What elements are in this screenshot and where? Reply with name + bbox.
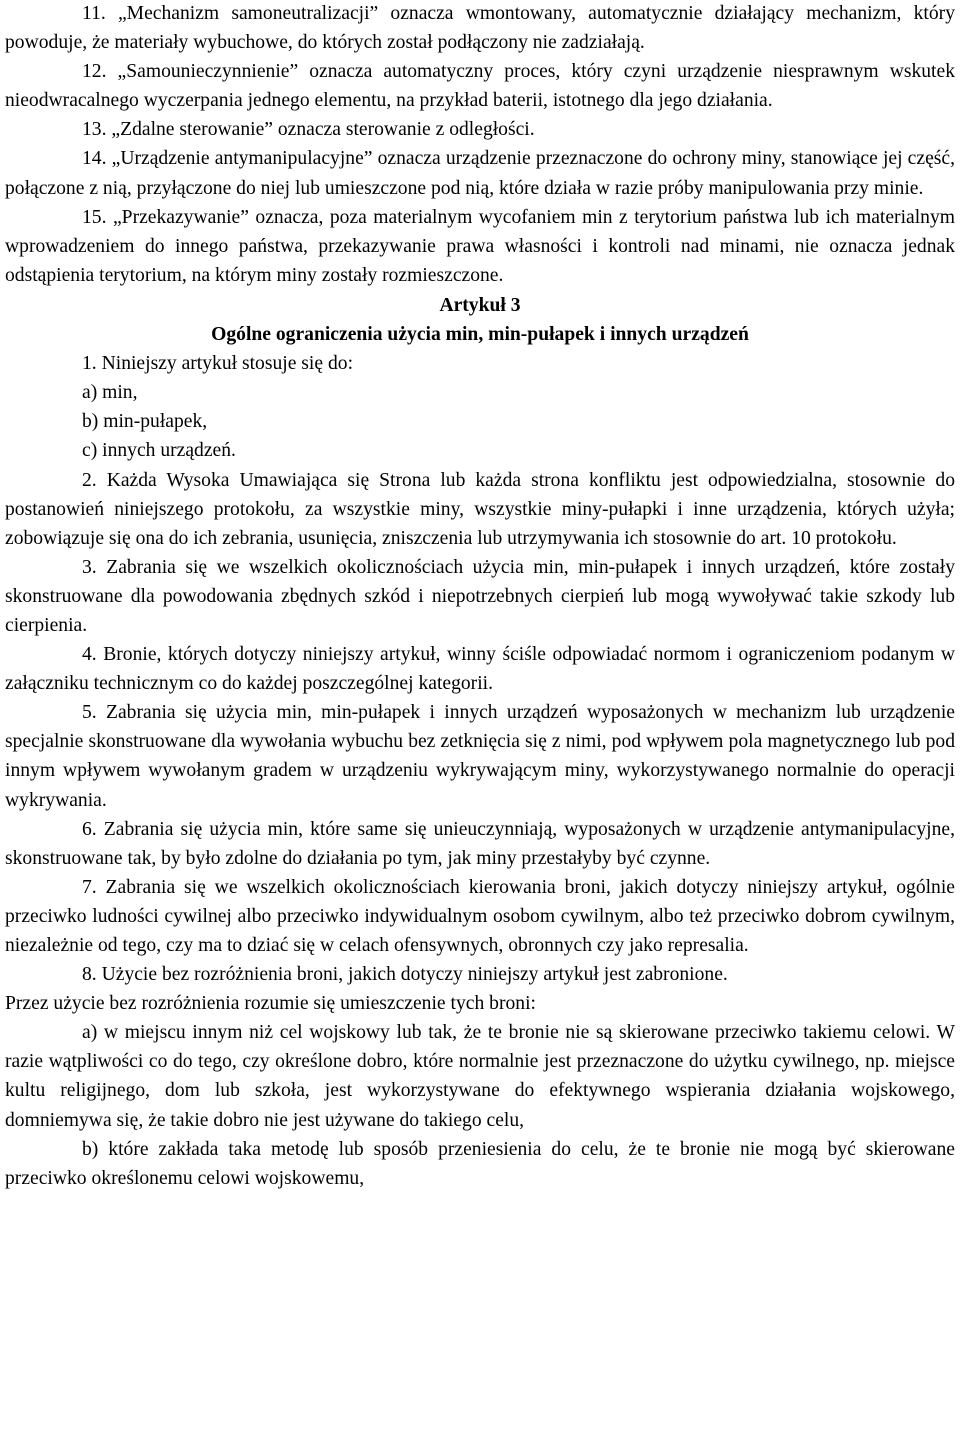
definition-number: 15. bbox=[82, 206, 107, 228]
list-item: c) innych urządzeń. bbox=[82, 440, 236, 462]
definition-12 bbox=[5, 57, 955, 115]
article-paragraph-2: 2. Każda Wysoka Umawiająca się Strona lub każda strona konfliktu jest odpowiedzialna, stosownie do postanowień niniejszego protokołu, za wszystkie miny, wszystkie miny-pułapki i inne urządzenia, których użyła; zobowiązuje się ona do ich zebrania, usunięcia, zniszczenia lub utrzymywania ich stosownie do art. 10 protokołu. bbox=[5, 469, 955, 549]
article-paragraph-1: 1. Niniejszy artykuł stosuje się do: bbox=[82, 353, 354, 375]
article-paragraph-6: 6. Zabrania się użycia min, które same się unieuczynniają, wyposażonych w urządzenie antymanipulacyjne, skonstruowane tak, by było zdolne do działania po tym, jak miny przestałyby być czynne. bbox=[5, 818, 955, 869]
article-paragraph-8-continuation: Przez użycie bez rozróżnienia rozumie się umieszczenie tych broni: bbox=[5, 993, 536, 1015]
article-paragraph-5: 5. Zabrania się użycia min, min-pułapek i innych urządzeń wyposażonych w mechanizm lub urządzenie specjalnie skonstruowane dla wywołania wybuchu bez zetknięcia się z nimi, pod wpływem pola magnetycznego lub pod innym wpływem wywołanym gradem w urządzeniu wykrywającym miny, wykorzystywanego normalnie do operacji wykrywania. bbox=[5, 702, 955, 811]
definition-number: 11. bbox=[82, 3, 106, 24]
article-paragraph-8: 8. Użycie bez rozróżnienia broni, jakich dotyczy niniejszy artykuł jest zabronione. bbox=[82, 964, 728, 986]
article-body bbox=[5, 349, 955, 1193]
definition-text: „Urządzenie antymanipulacyjne” oznacza urządzenie przeznaczone do ochrony miny, stanowiące jej część, połączone z nią, przyłączone do niej lub umieszczone pod nią, które działa w razie próby manipulowania przy minie. bbox=[5, 148, 955, 199]
list-item: b) które zakłada taka metodę lub sposób przeniesienia do celu, że te bronie nie mogą być skierowane przeciwko określonemu celowi wojskowemu, bbox=[5, 1138, 955, 1189]
list-item: a) w miejscu innym niż cel wojskowy lub tak, że te bronie nie są skierowane przeciwko takiemu celowi. W razie wątpliwości co do tego, czy określone dobro, które normalnie jest przeznaczone do użytku cywilnego, np. miejsce kultu religijnego, dom lub szkoła, jest wykorzystywane do efektywnego wspierania działania wojskowego, domniemywa się, że takie dobro nie jest używane do takiego celu, bbox=[5, 1022, 955, 1131]
article-number: Artykuł 3 bbox=[439, 294, 521, 316]
definition-14 bbox=[5, 144, 955, 202]
article-paragraph-7: 7. Zabrania się we wszelkich okolicznościach kierowania broni, jakich dotyczy niniejszy artykuł, ogólnie przeciwko ludności cywilnej albo przeciwko indywidualnym osobom cywilnym, albo też przeciwko dobrom cywilnym, niezależnie od tego, czy ma to dziać się w celach ofensywnych, obronnych czy jako represalia. bbox=[5, 876, 955, 956]
article-paragraph-4: 4. Bronie, których dotyczy niniejszy artykuł, winny ściśle odpowiadać normom i ograniczeniom podanym w załączniku technicznym co do każdej poszczególnej kategorii. bbox=[5, 644, 955, 695]
article-header bbox=[5, 290, 955, 349]
definition-text: „Samounieczynnienie” oznacza automatyczny proces, który czyni urządzenie niesprawnym wskutek nieodwracalnego wyczerpania jednego elementu, na przykład baterii, istotnego dla jego działania. bbox=[5, 61, 955, 112]
article-title: Ogólne ograniczenia użycia min, min-pułapek i innych urządzeń bbox=[211, 324, 749, 346]
definition-text: „Mechanizm samoneutralizacji” oznacza wmontowany, automatycznie działający mechanizm, który powoduje, że materiały wybuchowe, do których został podłączony nie zadziałają. bbox=[5, 3, 955, 54]
definition-11 bbox=[5, 0, 955, 57]
list-item: a) min, bbox=[82, 382, 138, 404]
definition-number: 14. bbox=[82, 148, 107, 170]
article-paragraph-3: 3. Zabrania się we wszelkich okolicznościach użycia min, min-pułapek i innych urządzeń, które zostały skonstruowane dla powodowania zbędnych szkód i niepotrzebnych cierpień lub mogą wywoływać takie szkody lub cierpienia. bbox=[5, 556, 955, 636]
definition-15 bbox=[5, 203, 955, 290]
list-item: b) min-pułapek, bbox=[82, 411, 208, 433]
definition-text: „Zdalne sterowanie” oznacza sterowanie z odległości. bbox=[111, 119, 535, 141]
definition-text: „Przekazywanie” oznacza, poza materialnym wycofaniem min z terytorium państwa lub ich materialnym wprowadzeniem do innego państwa, przekazywanie prawa własności i kontroli nad minami, nie oznacza jednak odstąpienia terytorium, na którym miny zostały rozmieszczone. bbox=[5, 206, 955, 286]
definition-number: 12. bbox=[82, 61, 107, 83]
definitions-section bbox=[5, 0, 955, 290]
definition-13 bbox=[5, 115, 955, 144]
definition-number: 13. bbox=[82, 119, 107, 141]
